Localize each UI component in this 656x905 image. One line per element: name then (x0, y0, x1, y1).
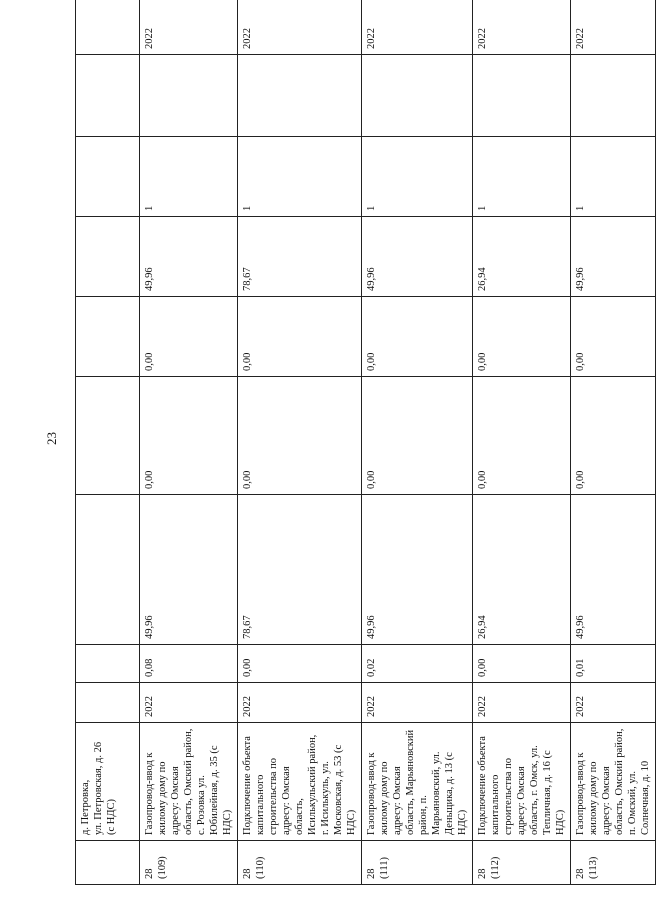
table-row (238, 0, 362, 885)
cell-v6: 1 (473, 137, 571, 217)
cell-name: Подключение объекта капитального строительства по адресу: Омская область, Исилькульский район, г. Исилькуль, ул. Московская, д. 53 (с НДС) (238, 723, 362, 841)
cell-v3: 0,00 (473, 377, 571, 495)
cell-name: Газопровод-ввод к жилому дому по адресу: Омская область, Омский район, с. Розовка ул. Юбилейная, д. 35 (с НДС) (140, 723, 238, 841)
cell-v2: 26,94 (473, 495, 571, 645)
cell-empty (140, 55, 238, 137)
cell-v2 (76, 495, 140, 645)
cell-y2: 2022 (362, 0, 473, 55)
cell-y2: 2022 (473, 0, 571, 55)
cell-empty (571, 55, 656, 137)
cell-year: 2022 (238, 683, 362, 723)
cell-v6: 1 (238, 137, 362, 217)
cell-v4: 0,00 (571, 297, 656, 377)
cell-year: 2022 (362, 683, 473, 723)
cell-v3: 0,00 (571, 377, 656, 495)
cell-v1: 0,00 (238, 645, 362, 683)
cell-num (76, 841, 140, 885)
cell-v5: 78,67 (238, 217, 362, 297)
cell-name: Газопровод-ввод к жилому дому по адресу: Омская область, Марьяновский район, п. Марьяновский, ул. Деньщика, д. 13 (с НДС) (362, 723, 473, 841)
table-row (140, 0, 238, 885)
cell-name: Газопровод-ввод к жилому дому по адресу: Омская область, Омский район, п. Омский, ул. Солнечная, д. 10 (571, 723, 656, 841)
cell-v5: 49,96 (571, 217, 656, 297)
table-row (362, 0, 473, 885)
page-number: 23 (44, 432, 59, 445)
cell-num: 28 (113) (571, 841, 656, 885)
cell-v6: 1 (362, 137, 473, 217)
cell-num: 28 (109) (140, 841, 238, 885)
cell-num: 28 (110) (238, 841, 362, 885)
cell-v6: 1 (571, 137, 656, 217)
cell-v5: 26,94 (473, 217, 571, 297)
cell-v4 (76, 297, 140, 377)
cell-year: 2022 (473, 683, 571, 723)
cell-y2: 2022 (238, 0, 362, 55)
cell-v3: 0,00 (362, 377, 473, 495)
cell-empty (76, 55, 140, 137)
cell-v2: 49,96 (140, 495, 238, 645)
cell-year: 2022 (571, 683, 656, 723)
cell-year: 2022 (140, 683, 238, 723)
table-row (76, 0, 140, 885)
cell-y2 (76, 0, 140, 55)
cell-v2: 78,67 (238, 495, 362, 645)
cell-v1: 0,08 (140, 645, 238, 683)
cell-v1: 0,01 (571, 645, 656, 683)
cell-num: 28 (112) (473, 841, 571, 885)
cell-v4: 0,00 (473, 297, 571, 377)
table-row (571, 0, 656, 885)
table-row (473, 0, 571, 885)
cell-name: д. Петровка, ул. Петровская, д. 26 (с НДС) (76, 723, 140, 841)
cell-v5 (76, 217, 140, 297)
cell-v2: 49,96 (362, 495, 473, 645)
cell-year (76, 683, 140, 723)
cell-v3 (76, 377, 140, 495)
cell-num: 28 (111) (362, 841, 473, 885)
cell-empty (473, 55, 571, 137)
cell-empty (362, 55, 473, 137)
cell-v2: 49,96 (571, 495, 656, 645)
cell-y2: 2022 (140, 0, 238, 55)
cell-v6 (76, 137, 140, 217)
cell-v1: 0,02 (362, 645, 473, 683)
cell-y2: 2022 (571, 0, 656, 55)
cell-name: Подключение объекта капитального строительства по адресу: Омская область, г. Омск, ул. Тепличная, д. 16 (с НДС) (473, 723, 571, 841)
cell-v5: 49,96 (140, 217, 238, 297)
cell-v3: 0,00 (238, 377, 362, 495)
cell-v4: 0,00 (238, 297, 362, 377)
cell-v1: 0,00 (473, 645, 571, 683)
cell-v4: 0,00 (140, 297, 238, 377)
cell-v3: 0,00 (140, 377, 238, 495)
data-table (75, 0, 656, 885)
rotated-table-container (75, 5, 651, 885)
cell-v6: 1 (140, 137, 238, 217)
cell-v1 (76, 645, 140, 683)
cell-v5: 49,96 (362, 217, 473, 297)
cell-v4: 0,00 (362, 297, 473, 377)
cell-empty (238, 55, 362, 137)
